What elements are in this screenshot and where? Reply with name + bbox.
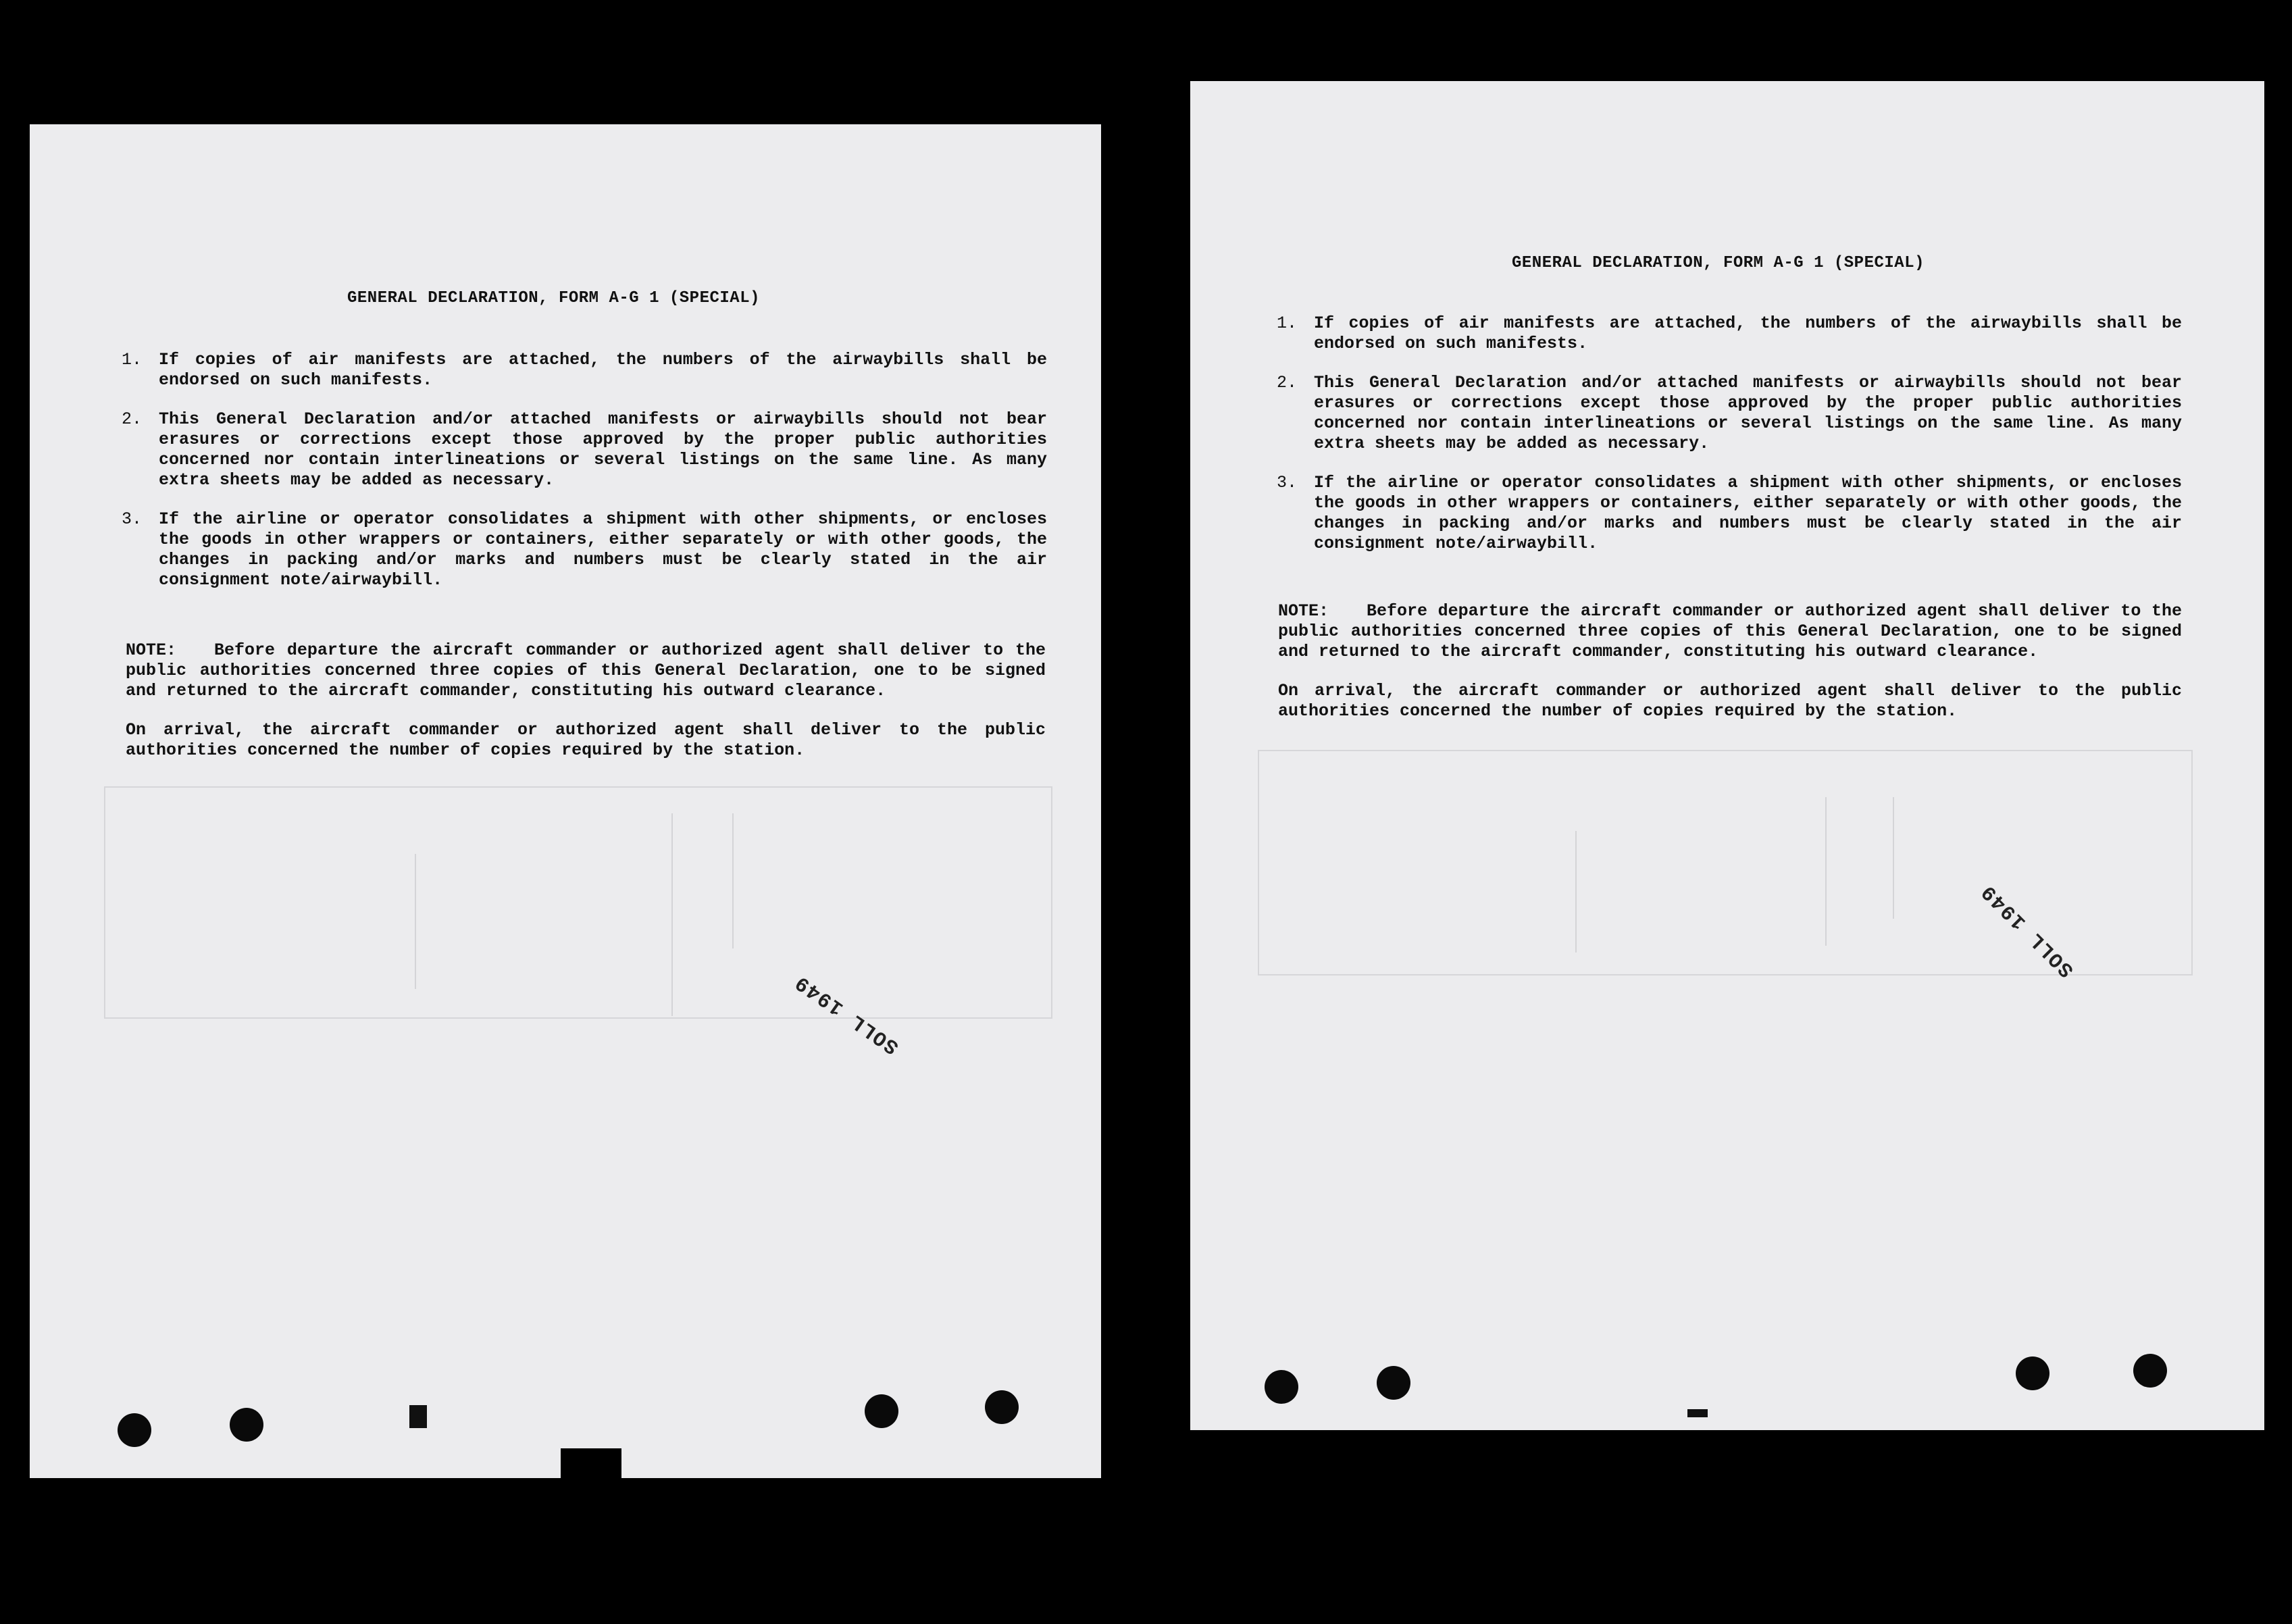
date-stamp: SOLL 1949	[1977, 879, 2079, 982]
punch-hole	[1377, 1366, 1410, 1400]
arrival-text: On arrival, the aircraft commander or authorized agent shall deliver to the public authorities concerned the number of copies required by the station.	[1278, 681, 2182, 721]
torn-edge	[561, 1448, 621, 1478]
item-text: If copies of air manifests are attached, the numbers of the airwaybills shall be endorsed on such manifests.	[1314, 313, 2182, 353]
item-text: If the airline or operator consolidates a shipment with other shipments, or encloses the goods in other wrappers or containers, either separately or with other goods, the changes in packing and/or marks and numbers must be clearly stated in the air consignment note/airwaybill.	[159, 509, 1047, 590]
bleed-through-line	[732, 813, 734, 948]
item-number: 1.	[1277, 313, 1298, 333]
punch-hole	[985, 1390, 1019, 1424]
bleed-through-box	[104, 786, 1052, 1019]
punch-hole	[2133, 1354, 2167, 1388]
note-section	[126, 640, 1046, 780]
item-number: 2.	[1277, 373, 1298, 392]
page-title: GENERAL DECLARATION, FORM A-G 1 (SPECIAL)	[347, 289, 760, 307]
list-item	[122, 409, 1047, 490]
date-stamp: SOLL 1949	[790, 969, 904, 1059]
bleed-through-line	[415, 854, 416, 989]
punch-hole	[230, 1408, 263, 1442]
document-page-right	[1190, 81, 2264, 1430]
bleed-through-line	[1825, 797, 1827, 946]
punch-hole	[2016, 1356, 2049, 1390]
note-label: NOTE:	[126, 640, 177, 660]
bleed-through-line	[1575, 831, 1577, 953]
item-number: 3.	[122, 509, 143, 529]
edge-mark	[409, 1405, 427, 1428]
item-number: 1.	[122, 350, 143, 370]
note-text: Before departure the aircraft commander or authorized agent shall deliver to the public authorities concerned three copies of this General Declaration, one to be signed and returned to the aircraft commander, constituting his outward clearance.	[1278, 601, 2182, 661]
bleed-through-line	[1893, 797, 1894, 919]
arrival-text: On arrival, the aircraft commander or authorized agent shall deliver to the public authorities concerned the number of copies required by the station.	[126, 720, 1046, 760]
page-title: GENERAL DECLARATION, FORM A-G 1 (SPECIAL)	[1512, 254, 1925, 272]
item-number: 2.	[122, 409, 143, 429]
list-item	[1277, 473, 2182, 554]
item-text: If copies of air manifests are attached, the numbers of the airwaybills shall be endorsed on such manifests.	[159, 350, 1047, 390]
list-item	[1277, 313, 2182, 354]
note-label: NOTE:	[1278, 601, 1329, 621]
list-item	[122, 350, 1047, 390]
list-item	[122, 509, 1047, 590]
punch-hole	[1265, 1370, 1298, 1404]
punch-hole	[865, 1394, 898, 1428]
item-text: This General Declaration and/or attached manifests or airwaybills should not bear erasures or corrections except those approved by the proper public authorities concerned nor contain interlineations or several listings on the same line. As many extra sheets may be added as necessary.	[159, 409, 1047, 490]
item-text: This General Declaration and/or attached manifests or airwaybills should not bear erasures or corrections except those approved by the proper public authorities concerned nor contain interlineations or several listings on the same line. As many extra sheets may be added as necessary.	[1314, 373, 2182, 453]
bleed-through-line	[671, 813, 673, 1016]
item-number: 3.	[1277, 473, 1298, 492]
note-text: Before departure the aircraft commander or authorized agent shall deliver to the public authorities concerned three copies of this General Declaration, one to be signed and returned to the aircraft commander, constituting his outward clearance.	[126, 640, 1046, 701]
list-item	[1277, 373, 2182, 454]
instructions-list	[1277, 313, 2182, 573]
edge-mark	[1687, 1409, 1708, 1417]
document-page-left	[30, 124, 1101, 1478]
item-text: If the airline or operator consolidates a shipment with other shipments, or encloses the goods in other wrappers or containers, either separately or with other goods, the changes in packing and/or marks and numbers must be clearly stated in the air consignment note/airwaybill.	[1314, 473, 2182, 553]
instructions-list	[122, 350, 1047, 609]
note-section	[1278, 601, 2182, 740]
punch-hole	[118, 1413, 151, 1447]
